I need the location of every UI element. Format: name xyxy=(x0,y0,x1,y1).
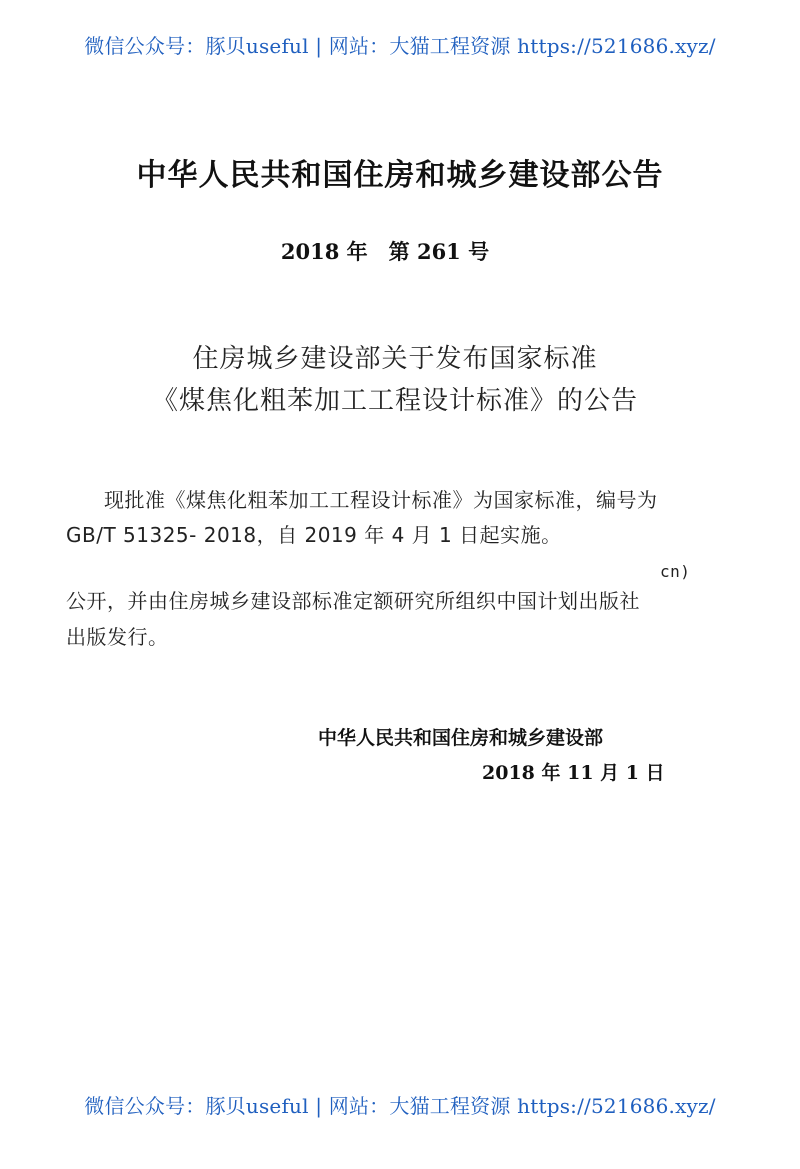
notice-subtitle-line2: 《煤焦化粗苯加工工程设计标准》的公告 xyxy=(151,386,638,416)
signature-date: 2018 年 11 月 1 日 xyxy=(482,762,665,784)
notice-subtitle-line1: 住房城乡建设部关于发布国家标准 xyxy=(192,344,598,374)
notice-issue-number: 2018 年 第 261 号 xyxy=(280,239,490,264)
watermark-top: 微信公众号：豚贝useful | 网站：大猫工程资源 https://521686.xyz/ xyxy=(84,34,716,58)
notice-title: 中华人民共和国住房和城乡建设部公告 xyxy=(136,158,664,193)
body-line-3: 公开，并由住房城乡建设部标准定额研究所组织中国计划出版社 xyxy=(66,589,640,613)
watermark-bottom: 微信公众号：豚贝useful | 网站：大猫工程资源 https://521686.xyz/ xyxy=(84,1094,716,1118)
signature-organization: 中华人民共和国住房和城乡建设部 xyxy=(318,727,604,749)
body-line-1: 现批准《煤焦化粗苯加工工程设计标准》为国家标准，编号为 xyxy=(104,488,658,512)
body-line-4: 出版发行。 xyxy=(66,625,169,649)
body-fragment: cn) xyxy=(660,562,691,581)
body-line-2: GB/T 51325- 2018，自 2019 年 4 月 1 日起实施。 xyxy=(66,523,562,547)
